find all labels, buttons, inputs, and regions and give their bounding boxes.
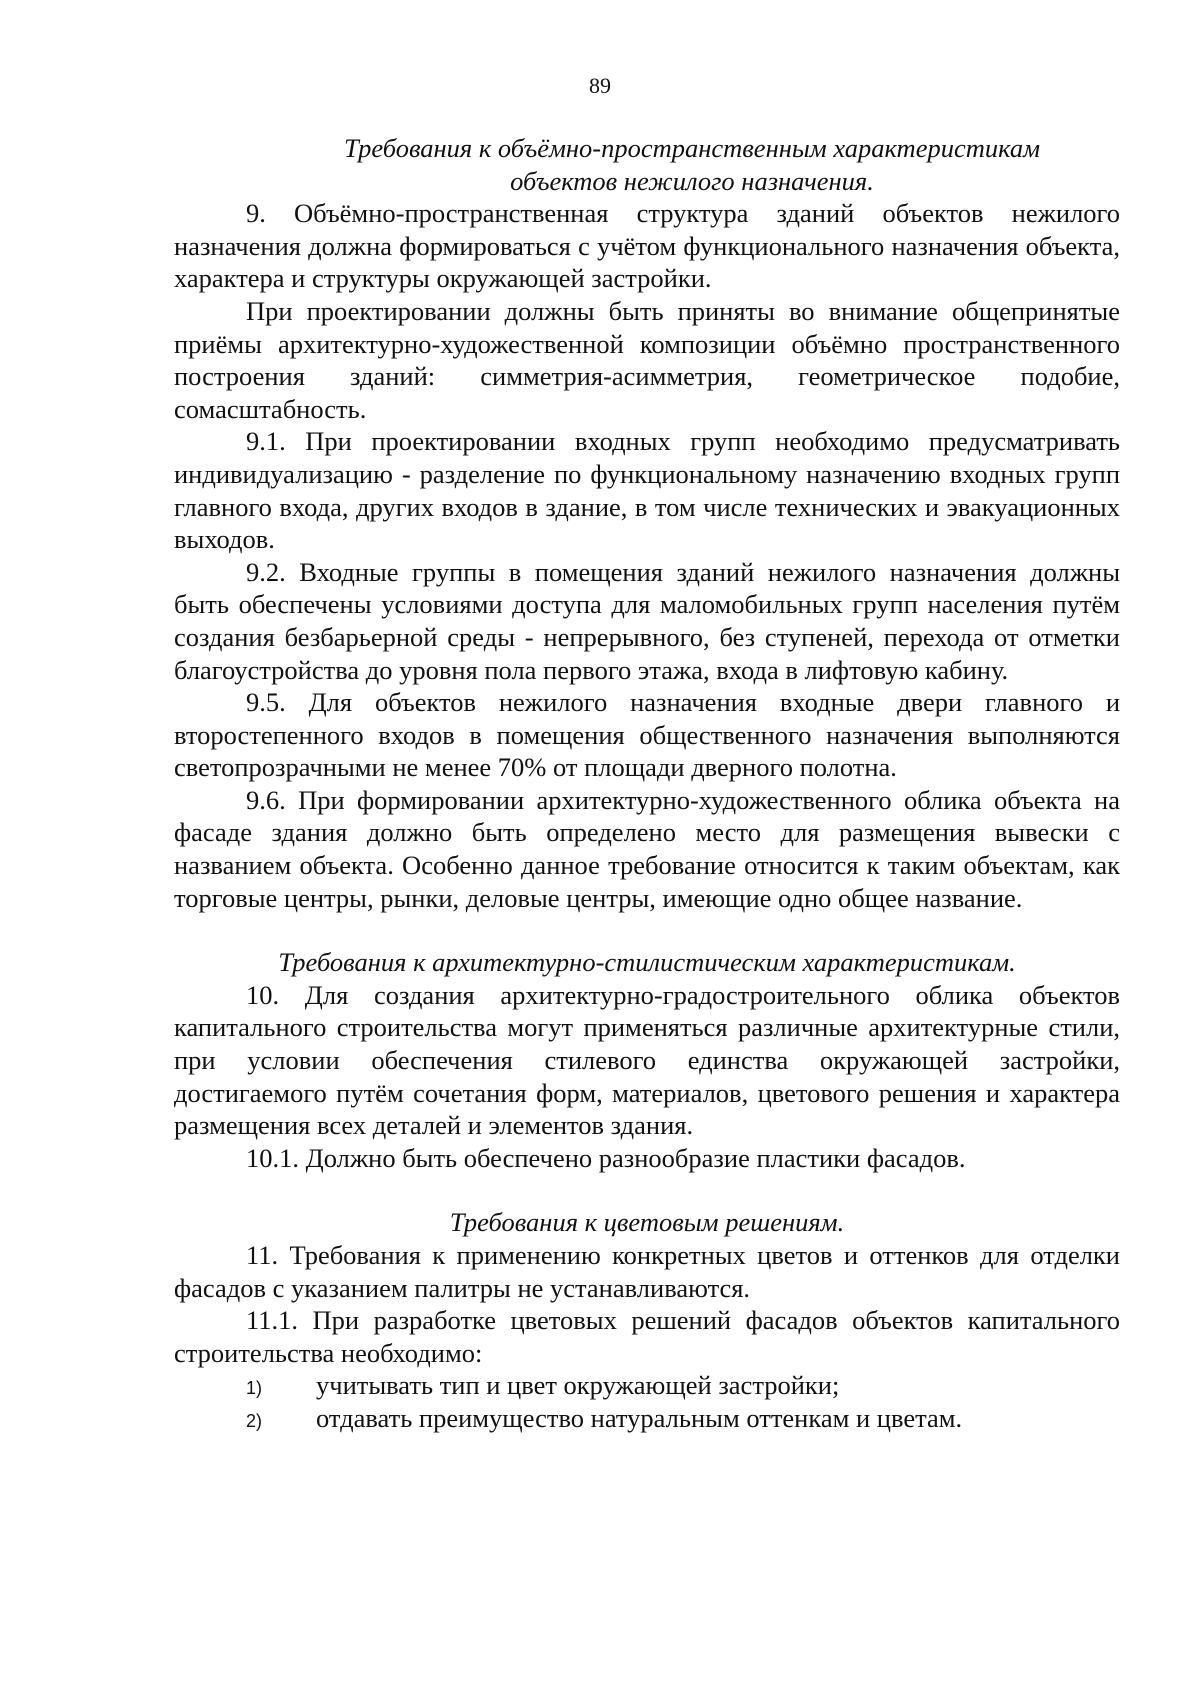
- paragraph-9-6: 9.6. При формировании архитектурно-художественного облика объекта на фасаде здания должно быть определено место для размещения вывески с названием объекта. Особенно данное требование относится к таким объектам, как торговые центры, рынки, деловые центры, имеющие одно общее название.: [174, 784, 1120, 913]
- paragraph-9-2: 9.2. Входные группы в помещения зданий нежилого назначения должны быть обеспечены условиями доступа для маломобильных групп населения путём создания безбарьерной среды - непрерывного, без ступеней, перехода от отметки благоустройства до уровня пола первого этажа, входа в лифтовую кабину.: [174, 556, 1120, 685]
- paragraph-10: 10. Для создания архитектурно-градостроительного облика объектов капитального строительства могут применяться различные архитектурные стили, при условии обеспечения стилевого единства окружающей застройки, достигаемого путём сочетания форм, материалов, цветового решения и характера размещения всех деталей и элементов здания.: [174, 979, 1120, 1141]
- section-heading-volume-spatial: [174, 132, 1120, 197]
- list-item: [174, 1402, 1120, 1435]
- section-heading-architectural-style: Требования к архитектурно-стилистическим характеристикам.: [278, 947, 1016, 978]
- page-number: 89: [589, 73, 611, 98]
- paragraph-11: 11. Требования к применению конкретных цветов и оттенков для отделки фасадов с указанием палитры не устанавливаются.: [174, 1240, 1120, 1303]
- heading-line-1: Требования к объёмно-пространственным характеристикам: [343, 133, 1040, 163]
- list-item-number: 1): [246, 1378, 263, 1399]
- spacer: [174, 1174, 1120, 1206]
- list-item: [174, 1369, 1120, 1402]
- paragraph-9: 9. Объёмно-пространственная структура зданий объектов нежилого назначения должна формироваться с учётом функционального назначения объекта, характера и структуры окружающей застройки.: [174, 198, 1120, 294]
- paragraph-9-continued: При проектировании должны быть приняты во внимание общепринятые приёмы архитектурно-художественной композиции объёмно пространственного построения зданий: симметрия-асимметрия, геометрическое подобие, сомасштабность.: [174, 295, 1120, 424]
- paragraph-9-5: 9.5. Для объектов нежилого назначения входные двери главного и второстепенного входов в помещения общественного назначения выполняются светопрозрачными не менее 70% от площади дверного полотна.: [174, 687, 1120, 783]
- paragraph-9-1: 9.1. При проектировании входных групп необходимо предусматривать индивидуализацию - разделение по функциональному назначению входных групп главного входа, других входов в здание, в том числе технических и эвакуационных выходов.: [174, 426, 1120, 555]
- document-body: [174, 132, 1120, 1435]
- paragraph-10-1: 10.1. Должно быть обеспечено разнообразие пластики фасадов.: [246, 1142, 966, 1173]
- section-heading-color-solutions: Требования к цветовым решениям.: [449, 1207, 845, 1238]
- paragraph-11-1: 11.1. При разработке цветовых решений фасадов объектов капитального строительства необходимо:: [174, 1305, 1120, 1368]
- list-item-text: отдавать преимущество натуральным оттенкам и цветам.: [316, 1402, 963, 1433]
- heading-line-2: объектов нежилого назначения.: [510, 165, 874, 196]
- list-item-number: 2): [246, 1410, 263, 1431]
- spacer: [174, 914, 1120, 946]
- list-item-text: учитывать тип и цвет окружающей застройки;: [316, 1370, 840, 1401]
